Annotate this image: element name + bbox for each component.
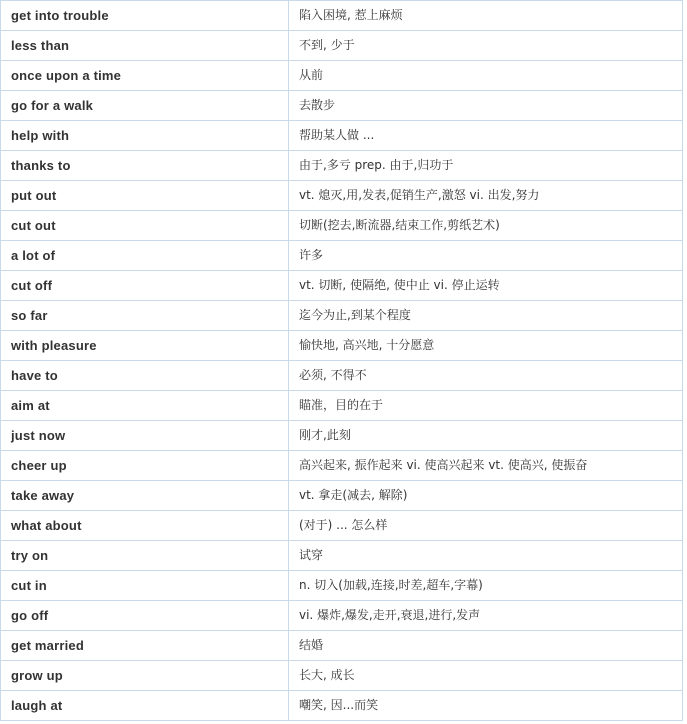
- meaning-cell: vi. 爆炸,爆发,走开,衰退,进行,发声: [289, 601, 683, 631]
- meaning-cell: vt. 切断, 使隔绝, 使中止 vi. 停止运转: [289, 271, 683, 301]
- phrase-cell: grow up: [1, 661, 289, 691]
- meaning-cell: vt. 拿走(减去, 解除): [289, 481, 683, 511]
- phrase-cell: cheer up: [1, 451, 289, 481]
- phrase-cell: cut in: [1, 571, 289, 601]
- meaning-cell: 试穿: [289, 541, 683, 571]
- table-row: [1, 61, 683, 91]
- table-row: [1, 331, 683, 361]
- table-row: [1, 181, 683, 211]
- phrase-cell: have to: [1, 361, 289, 391]
- table-row: [1, 1, 683, 31]
- meaning-cell: 结婚: [289, 631, 683, 661]
- phrase-cell: less than: [1, 31, 289, 61]
- table-row: [1, 31, 683, 61]
- table-row: [1, 271, 683, 301]
- table-row: [1, 571, 683, 601]
- table-row: [1, 391, 683, 421]
- table-row: [1, 481, 683, 511]
- table-row: [1, 631, 683, 661]
- phrase-cell: with pleasure: [1, 331, 289, 361]
- meaning-cell: 不到, 少于: [289, 31, 683, 61]
- table-row: [1, 301, 683, 331]
- phrase-cell: once upon a time: [1, 61, 289, 91]
- meaning-cell: 高兴起来, 振作起来 vi. 使高兴起来 vt. 使高兴, 使振奋: [289, 451, 683, 481]
- meaning-cell: 陷入困境, 惹上麻烦: [289, 1, 683, 31]
- meaning-cell: vt. 熄灭,用,发表,促销生产,激怒 vi. 出发,努力: [289, 181, 683, 211]
- phrase-cell: just now: [1, 421, 289, 451]
- phrase-cell: put out: [1, 181, 289, 211]
- phrase-cell: cut out: [1, 211, 289, 241]
- phrase-cell: what about: [1, 511, 289, 541]
- meaning-cell: n. 切入(加载,连接,时差,超车,字幕): [289, 571, 683, 601]
- phrase-cell: laugh at: [1, 691, 289, 721]
- phrase-cell: go off: [1, 601, 289, 631]
- meaning-cell: 嘲笑, 因...而笑: [289, 691, 683, 721]
- meaning-cell: 帮助某人做 ...: [289, 121, 683, 151]
- table-row: [1, 121, 683, 151]
- meaning-cell: 由于,多亏 prep. 由于,归功于: [289, 151, 683, 181]
- meaning-cell: 瞄准，目的在于: [289, 391, 683, 421]
- phrase-cell: get into trouble: [1, 1, 289, 31]
- vocabulary-table-body: [1, 1, 683, 721]
- table-row: [1, 691, 683, 721]
- table-row: [1, 451, 683, 481]
- phrase-cell: take away: [1, 481, 289, 511]
- table-row: [1, 91, 683, 121]
- meaning-cell: (对于) ... 怎么样: [289, 511, 683, 541]
- phrase-cell: cut off: [1, 271, 289, 301]
- phrase-cell: aim at: [1, 391, 289, 421]
- phrase-cell: a lot of: [1, 241, 289, 271]
- table-row: [1, 241, 683, 271]
- phrase-cell: help with: [1, 121, 289, 151]
- phrase-cell: so far: [1, 301, 289, 331]
- meaning-cell: 愉快地, 高兴地, 十分愿意: [289, 331, 683, 361]
- phrase-cell: go for a walk: [1, 91, 289, 121]
- meaning-cell: 迄今为止,到某个程度: [289, 301, 683, 331]
- table-row: [1, 151, 683, 181]
- table-row: [1, 421, 683, 451]
- table-row: [1, 361, 683, 391]
- meaning-cell: 去散步: [289, 91, 683, 121]
- meaning-cell: 长大, 成长: [289, 661, 683, 691]
- meaning-cell: 切断(挖去,断流器,结束工作,剪纸艺术): [289, 211, 683, 241]
- phrase-cell: thanks to: [1, 151, 289, 181]
- phrase-cell: try on: [1, 541, 289, 571]
- table-row: [1, 661, 683, 691]
- table-row: [1, 541, 683, 571]
- table-row: [1, 211, 683, 241]
- table-row: [1, 601, 683, 631]
- phrase-cell: get married: [1, 631, 289, 661]
- meaning-cell: 许多: [289, 241, 683, 271]
- table-row: [1, 511, 683, 541]
- meaning-cell: 刚才,此刻: [289, 421, 683, 451]
- meaning-cell: 从前: [289, 61, 683, 91]
- meaning-cell: 必须, 不得不: [289, 361, 683, 391]
